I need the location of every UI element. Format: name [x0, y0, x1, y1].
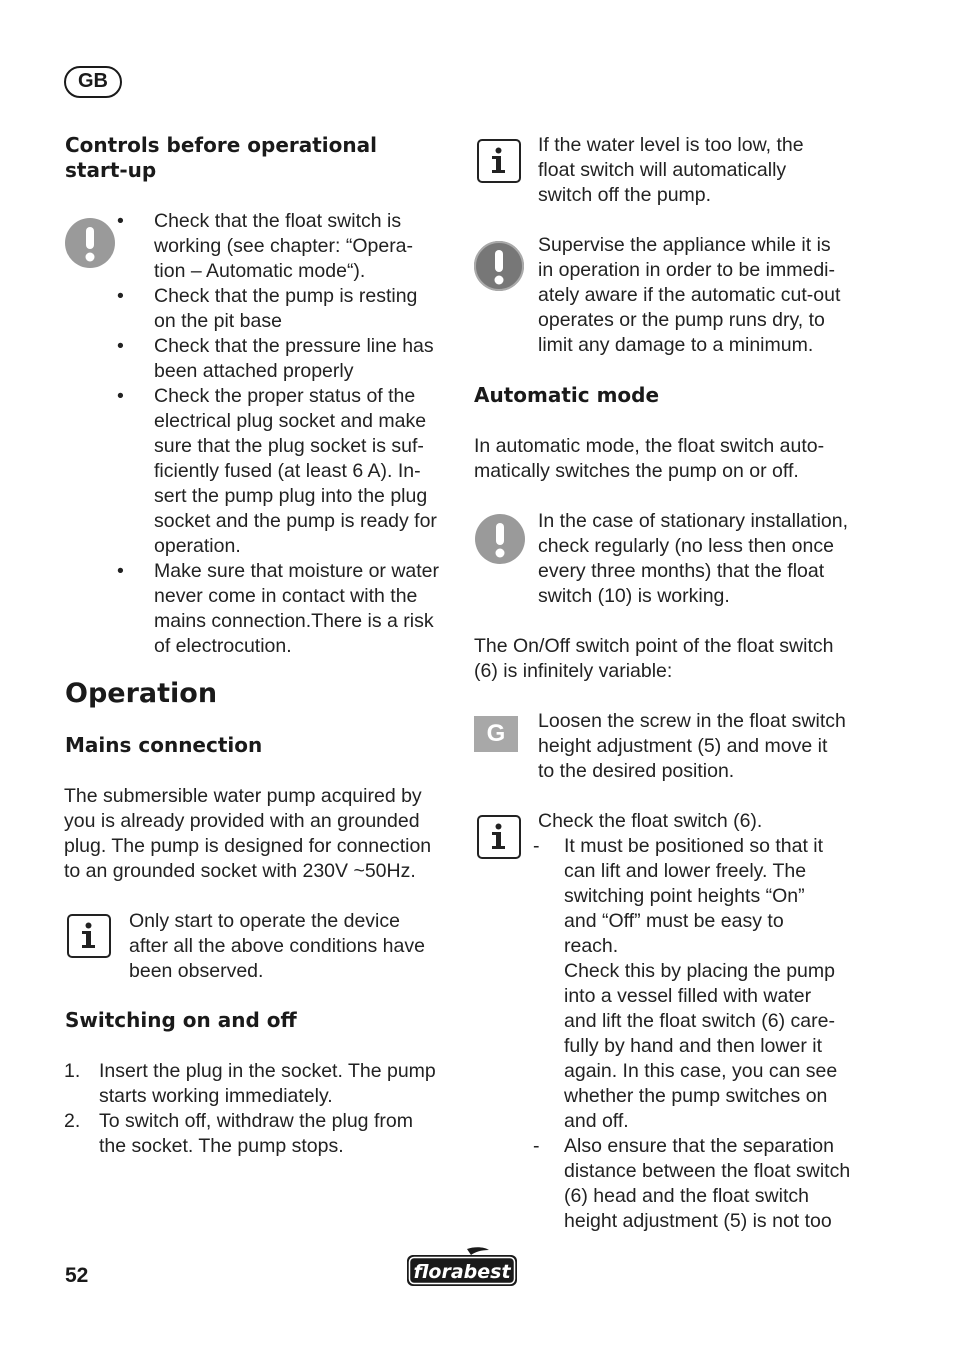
mains-note: Only start to operate the device after all the above conditions have been observed.	[129, 910, 425, 982]
bullet-marker: •	[117, 285, 124, 307]
figure-g-icon: G	[474, 716, 518, 752]
dash-item: - Also ensure that the separation distance between the float switch (6) head and the float switch height adjustment (5) is not too	[533, 1135, 851, 1232]
warning-icon	[475, 514, 525, 564]
brand-name: florabest	[413, 1261, 511, 1283]
bullet-marker: •	[117, 385, 124, 407]
info-icon	[477, 815, 521, 859]
controls-heading	[65, 133, 377, 183]
stationary-note: In the case of stationary installation, check regularly (no less then once every three months) that the float switch (10) is working.	[538, 510, 849, 607]
automatic-mode-text: In automatic mode, the float switch auto- matically switches the pump on or off.	[474, 435, 825, 482]
warning-icon	[65, 218, 115, 268]
bullet-item: • Check that the pressure line has been attached properly	[117, 335, 434, 382]
operation-heading: Operation	[65, 678, 218, 709]
controls-heading-line: Controls before operational	[65, 133, 377, 157]
info-icon	[477, 139, 521, 183]
bullet-item: • Check that the float switch is working (see chapter: “Opera- tion – Automatic mode“).	[117, 210, 414, 282]
onoff-text: The On/Off switch point of the float switch (6) is infinitely variable:	[474, 635, 834, 682]
supervise-note: Supervise the appliance while it is in operation in order to be immedi- ately aware if the automatic cut-out operates or the pump runs dry, to limit any damage to a minimum.	[538, 234, 841, 356]
brand-logo	[405, 1246, 519, 1288]
bullet-item: • Make sure that moisture or water never come in contact with the mains connection.There is a risk of electrocution.	[117, 560, 440, 657]
step-number: 1.	[64, 1060, 81, 1082]
page-number: 52	[65, 1264, 89, 1287]
bullet-item: • Check that the pump is resting on the pit base	[117, 285, 418, 332]
bullet-marker: •	[117, 560, 124, 582]
step-item: 1. Insert the plug in the socket. The pump starts working immediately.	[64, 1060, 436, 1107]
mains-connection-text: The submersible water pump acquired by you is already provided with an grounded plug. The pump is designed for connection to an grounded socket with 230V ~50Hz.	[64, 785, 432, 882]
dash-item: - It must be positioned so that it can lift and lower freely. The switching point heights “On” and “Off” must be easy to reach. Check this by placing the pump into a vessel filled with water and lift the float switch (6) care- fully by hand and then lower it again. In this case, you can see whether the pump switches on and off.	[533, 835, 838, 1132]
check-float-switch-list	[533, 834, 864, 1234]
bullet-item: • Check the proper status of the electrical plug socket and make sure that the plug socket is suf- ficiently fused (at least 6 A). In- sert the pump plug into the plug socket and the pump is ready for operation.	[117, 385, 437, 557]
automatic-mode-heading: Automatic mode	[474, 383, 660, 407]
controls-heading-line: start-up	[65, 158, 157, 182]
water-level-note: If the water level is too low, the float switch will automatically switch off the pump.	[538, 134, 804, 206]
step-number: 2.	[64, 1110, 81, 1132]
language-badge: GB	[64, 66, 122, 98]
bullet-marker: •	[117, 210, 124, 232]
check-float-switch-title: Check the float switch (6).	[538, 810, 763, 832]
switching-steps	[64, 1059, 459, 1159]
figure-g-note: Loosen the screw in the float switch height adjustment (5) and move it to the desired position.	[538, 710, 846, 782]
step-item: 2. To switch off, withdraw the plug from the socket. The pump stops.	[64, 1110, 413, 1157]
info-icon	[67, 914, 111, 958]
dash-marker: -	[533, 1135, 540, 1157]
controls-bullet-list	[117, 209, 454, 659]
bullet-marker: •	[117, 335, 124, 357]
warning-icon	[474, 241, 524, 291]
mains-connection-heading: Mains connection	[65, 733, 263, 757]
dash-marker: -	[533, 835, 540, 857]
switching-heading: Switching on and off	[65, 1008, 297, 1032]
